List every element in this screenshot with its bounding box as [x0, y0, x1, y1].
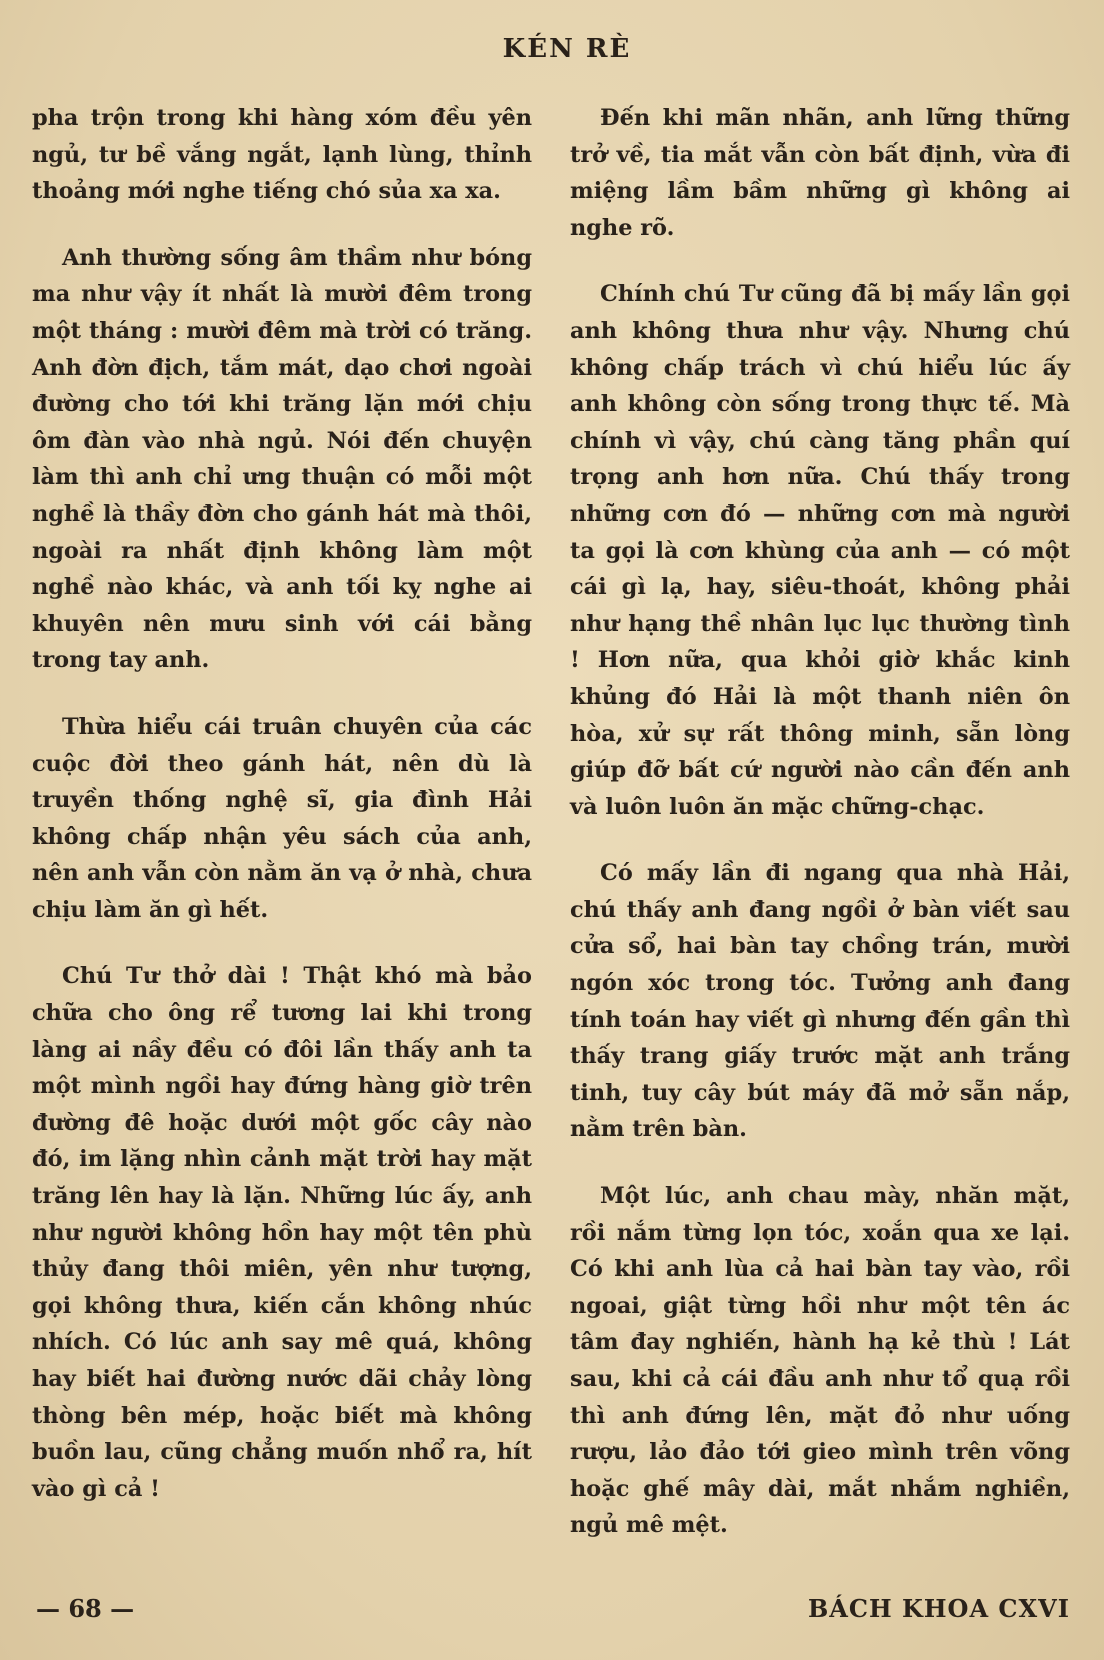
paragraph: Chú Tư thở dài ! Thật khó mà bảo chữa cho ông rể tương lai khi trong làng ai nầy đều có đôi lần thấy anh ta một mình ngồi hay đứng hàng giờ trên đường đê hoặc dưới một gốc cây nào đó, im lặng nhìn cảnh mặt trời hay mặt trăng lên hay là lặn. Những lúc ấy, anh như người không hồn hay một tên phù thủy đang thôi miên, yên như tượng, gọi không thưa, kiến cắn không nhúc nhích. Có lúc anh say mê quá, không hay biết hai đường nước dãi chảy lòng thòng bên mép, hoặc biết mà không buồn lau, cũng chẳng muốn nhổ ra, hít vào gì cả !	[32, 963, 532, 1502]
paragraph: Đến khi mãn nhãn, anh lững thững trở về, tia mắt vẫn còn bất định, vừa đi miệng lầm bầm những gì không ai nghe rõ.	[570, 105, 1070, 241]
paragraph: pha trộn trong khi hàng xóm đều yên ngủ, tư bề vắng ngắt, lạnh lùng, thỉnh thoảng mới nghe tiếng chó sủa xa xa.	[32, 105, 532, 205]
right-column	[570, 100, 1070, 1574]
paragraph: Thừa hiểu cái truân chuyên của các cuộc đời theo gánh hát, nên dù là truyền thống nghệ sĩ, gia đình Hải không chấp nhận yêu sách của anh, nên anh vẫn còn nằm ăn vạ ở nhà, chưa chịu làm ăn gì hết.	[32, 713, 532, 923]
paragraph: Một lúc, anh chau mày, nhăn mặt, rồi nắm từng lọn tóc, xoắn qua xe lại. Có khi anh lùa cả hai bàn tay vào, rồi ngoai, giật từng hồi như một tên ác tâm đay nghiến, hành hạ kẻ thù ! Lát sau, khi cả cái đầu anh như tổ quạ rồi thì anh đứng lên, mặt đỏ như uống rượu, lảo đảo tới gieo mình trên võng hoặc ghế mây dài, mắt nhắm nghiền, ngủ mê mệt.	[570, 1183, 1070, 1539]
paragraph: Chính chú Tư cũng đã bị mấy lần gọi anh không thưa như vậy. Nhưng chú không chấp trách vì chú hiểu lúc ấy anh không còn sống trong thực tế. Mà chính vì vậy, chú càng tăng phần quí trọng anh hơn nữa. Chú thấy trong những cơn đó — những cơn mà người ta gọi là cơn khùng của anh — có một cái gì lạ, hay, siêu-thoát, không phải như hạng thề nhân lục lục thường tình ! Hơn nữa, qua khỏi giờ khắc kinh khủng đó Hải là một thanh niên ôn hòa, xử sự rất thông minh, sẵn lòng giúp đỡ bất cứ người nào cần đến anh và luôn luôn ăn mặc chững-chạc.	[570, 281, 1070, 820]
running-header: KÉN RÈ	[502, 34, 632, 64]
paragraph: Anh thường sống âm thầm như bóng ma như vậy ít nhất là mười đêm trong một tháng : mười đêm mà trời có trăng. Anh đờn địch, tắm mát, dạo chơi ngoài đường cho tới khi trăng lặn mới chịu ôm đàn vào nhà ngủ. Nói đến chuyện làm thì anh chỉ ưng thuận có mỗi một nghề là thầy đờn cho gánh hát mà thôi, ngoài ra nhất định không làm một nghề nào khác, và anh tối kỵ nghe ai khuyên nên mưu sinh với cái bằng trong tay anh.	[32, 244, 532, 674]
left-column	[32, 100, 532, 1537]
publication-footer: BÁCH KHOA CXVI	[807, 1594, 1070, 1623]
paragraph: Có mấy lần đi ngang qua nhà Hải, chú thấy anh đang ngồi ở bàn viết sau cửa sổ, hai bàn tay chồng trán, mười ngón xóc trong tóc. Tưởng anh đang tính toán hay viết gì nhưng đến gần thì thấy trang giấy trước mặt anh trắng tinh, tuy cây bút máy đã mở sẵn nắp, nằm trên bàn.	[570, 860, 1070, 1143]
page-number: — 68 —	[36, 1594, 135, 1623]
